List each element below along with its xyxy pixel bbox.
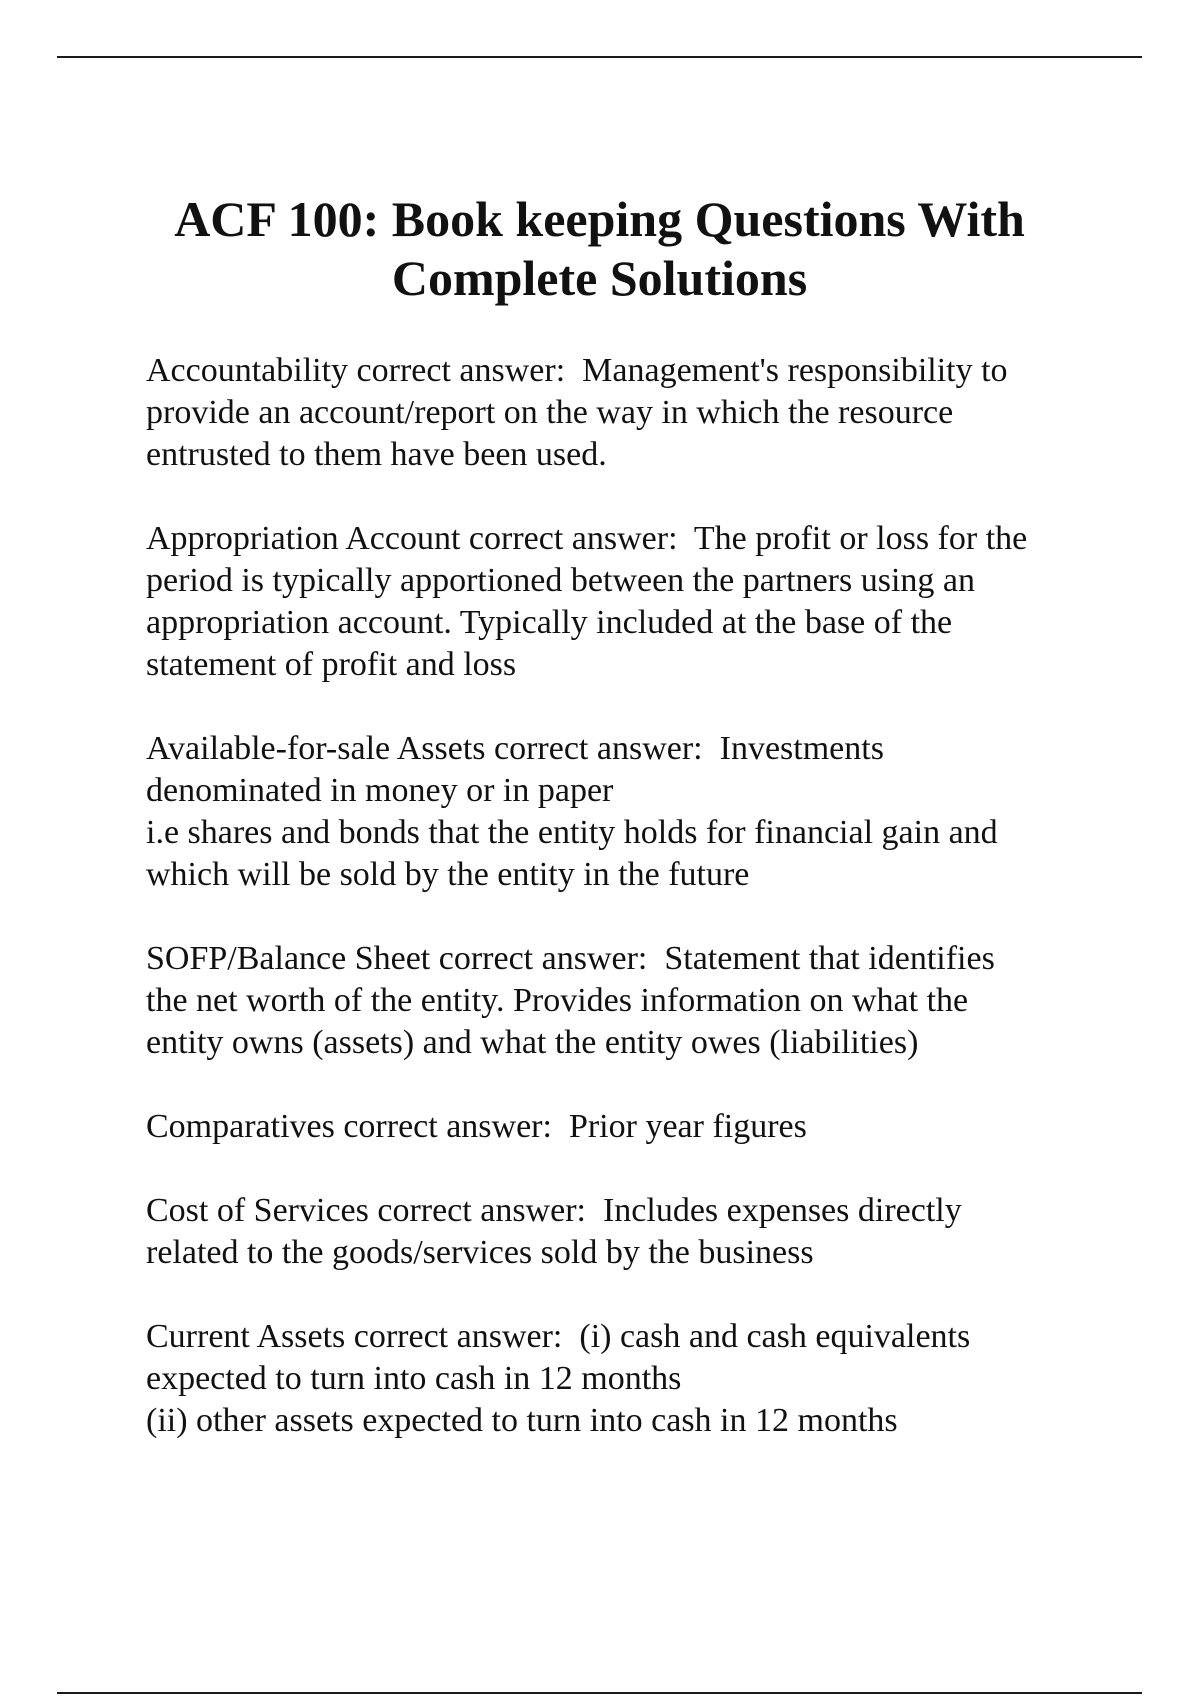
entry-line: Appropriation Account correct answer: The profit or loss for the bbox=[146, 520, 1028, 557]
qa-entries bbox=[146, 350, 1106, 1484]
entry-line: appropriation account. Typically included at the base of the bbox=[146, 604, 953, 641]
entry-line: which will be sold by the entity in the future bbox=[146, 856, 750, 893]
entry-line: denominated in money or in paper bbox=[146, 772, 614, 809]
qa-entry-comparatives bbox=[146, 1106, 1106, 1148]
entry-line: Accountability correct answer: Management's responsibility to bbox=[146, 352, 1008, 389]
entry-line: SOFP/Balance Sheet correct answer: Statement that identifies bbox=[146, 940, 995, 977]
header-rule bbox=[57, 56, 1142, 58]
qa-entry-cost-of-services bbox=[146, 1190, 1106, 1274]
entry-line: period is typically apportioned between the partners using an bbox=[146, 562, 975, 599]
entry-line: provide an account/report on the way in which the resource bbox=[146, 394, 954, 431]
entry-line: related to the goods/services sold by the business bbox=[146, 1234, 814, 1271]
entry-line: Available-for-sale Assets correct answer: Investments bbox=[146, 730, 884, 767]
title-line: ACF 100: Book keeping Questions With bbox=[174, 191, 1025, 247]
qa-entry-current-assets bbox=[146, 1316, 1106, 1442]
entry-line: entity owns (assets) and what the entity owes (liabilities) bbox=[146, 1024, 919, 1061]
document-title bbox=[57, 190, 1142, 308]
footer-rule bbox=[57, 1692, 1142, 1694]
entry-line: Comparatives correct answer: Prior year figures bbox=[146, 1108, 807, 1145]
entry-line: statement of profit and loss bbox=[146, 646, 517, 683]
entry-line: entrusted to them have been used. bbox=[146, 436, 607, 473]
qa-entry-appropriation-account bbox=[146, 518, 1106, 686]
qa-entry-available-for-sale-assets bbox=[146, 728, 1106, 896]
entry-line: (ii) other assets expected to turn into cash in 12 months bbox=[146, 1402, 898, 1439]
title-line: Complete Solutions bbox=[391, 250, 808, 306]
entry-line: the net worth of the entity. Provides information on what the bbox=[146, 982, 969, 1019]
qa-entry-accountability bbox=[146, 350, 1106, 476]
entry-line: Cost of Services correct answer: Includes expenses directly bbox=[146, 1192, 962, 1229]
qa-entry-sofp-balance-sheet bbox=[146, 938, 1106, 1064]
entry-line: i.e shares and bonds that the entity holds for financial gain and bbox=[146, 814, 998, 851]
entry-line: Current Assets correct answer: (i) cash and cash equivalents bbox=[146, 1318, 971, 1355]
entry-line: expected to turn into cash in 12 months bbox=[146, 1360, 682, 1397]
